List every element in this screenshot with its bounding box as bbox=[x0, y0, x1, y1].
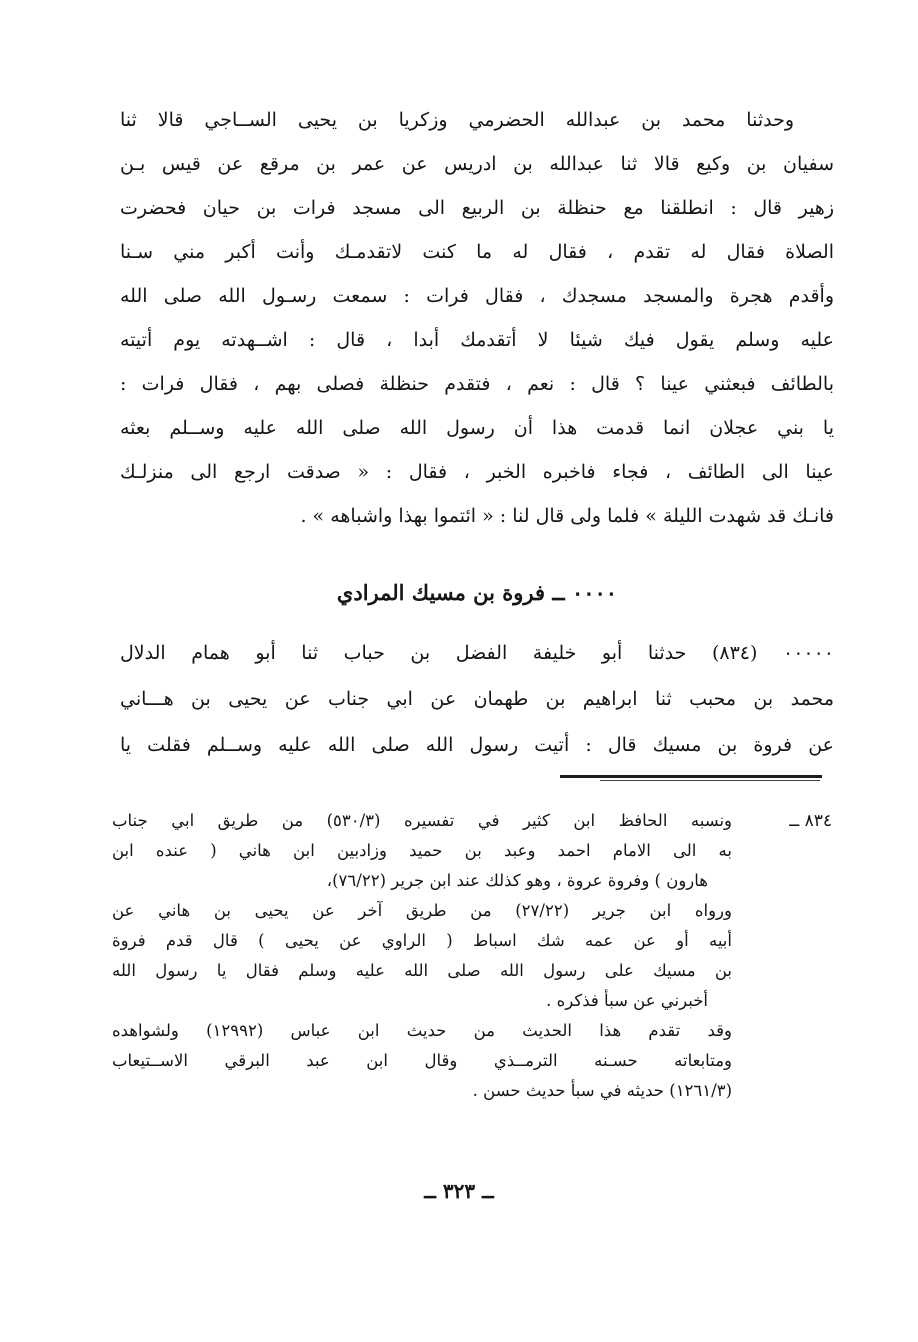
footnote-body bbox=[112, 806, 732, 1106]
page-number: ــ ٣٢٣ ــ bbox=[424, 1179, 494, 1203]
footnote-divider bbox=[560, 775, 822, 778]
footnote-line: هارون ) وفروة عروة ، وهو كذلك عند ابن جرير (٧٦/٢٢)، bbox=[326, 871, 708, 890]
main-text-line: الصلاة فقال له تقدم ، فقال له ما كنت لاتقدمـك وأنت أكبر مني سـنا bbox=[120, 241, 834, 263]
main-text-line: وحدثنا محمد بن عبدالله الحضرمي وزكريا بن يحيى الســاجي قالا ثنا bbox=[120, 109, 794, 131]
footnote-line: بن مسيك على رسول الله صلى الله عليه وسلم فقال يا رسول الله bbox=[112, 961, 732, 980]
main-text-line: يا بني عجلان انما قدمت هذا أن رسول الله صلى الله عليه وســلم بعثه bbox=[120, 417, 834, 439]
main-text-line: عينا الى الطائف ، فجاء فاخبره الخبر ، فقال : « صدقت ارجع الى منزلـك bbox=[120, 461, 834, 483]
hadith-text-line: ٠٠٠٠٠ (٨٣٤) حدثنا أبو خليفة الفضل بن حباب ثنا أبو همام الدلال bbox=[120, 642, 834, 664]
footnote-line: أخبرني عن سبأ فذكره . bbox=[546, 991, 708, 1010]
hadith-text-line: محمد بن محبب ثنا ابراهيم بن طهمان عن ابي جناب عن يحيى بن هـــاني bbox=[120, 688, 834, 710]
footnote-line: وقد تقدم هذا الحديث من حديث ابن عباس (١٢٩٩٢) ولشواهده bbox=[112, 1021, 732, 1040]
footnote-number: ٨٣٤ ــ bbox=[789, 811, 832, 831]
main-text-line: فانـك قد شهدت الليلة » فلما ولى قال لنا : « ائتموا بهذا واشباهه » . bbox=[300, 505, 834, 527]
footnote-line: ورواه ابن جرير (٢٧/٢٢) من طريق آخر عن يحيى بن هاني عن bbox=[112, 901, 732, 920]
footnote-block bbox=[112, 806, 832, 1106]
main-text-line: بالطائف فبعثني عينا ؟ قال : نعم ، فتقدم حنظلة فصلى بهم ، فقال فرات : bbox=[120, 373, 834, 395]
main-text-line: زهير قال : انطلقنا مع حنظلة بن الربيع الى مسجد فرات بن حيان فحضرت bbox=[120, 197, 834, 219]
footnote-line: ونسبه الحافظ ابن كثير في تفسيره (٥٣٠/٣) من طريق ابي جناب bbox=[112, 811, 732, 830]
hadith-text-block bbox=[120, 630, 834, 768]
main-text-line: عليه وسلم يقول فيك شيئا لا أتقدمك أبدا ، قال : اشــهدته يوم أتيته bbox=[120, 329, 834, 351]
footnote-divider-thin bbox=[600, 780, 820, 781]
main-text-block bbox=[120, 98, 834, 538]
footnote-line: ومتابعاته حسـنه الترمــذي وقال ابن عبد البرقي الاســتيعاب bbox=[112, 1051, 732, 1070]
footnote-line: به الى الامام احمد وعبد بن حميد وزادبين ابن هاني ( عنده ابن bbox=[112, 841, 732, 860]
footnote-line: أبيه أو عن عمه شك اسباط ( الراوي عن يحيى ) قال قدم فروة bbox=[112, 931, 732, 950]
main-text-line: وأقدم هجرة والمسجد مسجدك ، فقال فرات : سمعت رسـول الله صلى الله bbox=[120, 285, 834, 307]
main-text-line: سفيان بن وكيع قالا ثنا عبدالله بن ادريس عن عمر بن مرقع عن قيس بـن bbox=[120, 153, 834, 175]
section-heading: ٠٠٠٠ ــ فروة بن مسيك المرادي bbox=[336, 580, 618, 605]
hadith-text-line: عن فروة بن مسيك قال : أتيت رسول الله صلى الله عليه وســلم فقلت يا bbox=[120, 734, 834, 756]
footnote-line: (١٢٦١/٣) حديثه في سبأ حديث حسن . bbox=[472, 1081, 732, 1100]
